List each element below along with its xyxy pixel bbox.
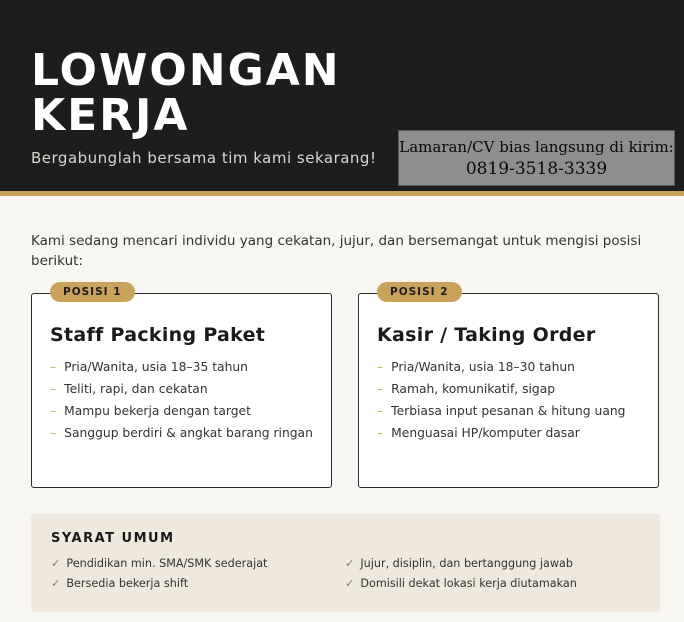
position-title: Staff Packing Paket [50,324,266,346]
dash-bullet: – [50,426,57,440]
list-item [50,378,313,400]
position-card-1 [31,286,332,488]
list-item-text: Menguasai HP/komputer dasar [391,426,580,440]
position-badge: POSISI 2 [377,282,462,302]
list-item [50,400,313,422]
list-item [345,554,577,574]
list-item [377,422,625,444]
list-item-text: Mampu bekerja dengan target [64,404,251,418]
list-item-text: Pria/Wanita, usia 18–35 tahun [64,360,248,374]
page-subtitle: Bergabunglah bersama tim kami sekarang! [31,149,377,167]
check-icon: ✓ [51,577,61,590]
list-item-text: Jujur, disiplin, dan bertanggung jawab [360,557,573,570]
contact-phone[interactable]: 0819-3518-3339 [465,159,608,179]
dash-bullet: – [377,382,384,396]
dash-bullet: – [377,426,384,440]
requirements-column-left [51,554,267,594]
list-item [51,574,267,594]
check-icon: ✓ [345,577,355,590]
dash-bullet: – [50,360,57,374]
intro-text: Kami sedang mencari individu yang cekatan, jujur, dan bersemangat untuk mengisi posisi berikut: [31,233,642,269]
list-item [377,356,625,378]
list-item [51,554,267,574]
dash-bullet: – [377,360,384,374]
title-line-2: KERJA [31,90,190,141]
list-item-text: Domisili dekat lokasi kerja diutamakan [360,577,577,590]
list-item-text: Teliti, rapi, dan cekatan [64,382,208,396]
page-title [31,45,341,141]
list-item-text: Terbiasa input pesanan & hitung uang [391,404,626,418]
requirements-column-right [345,554,577,594]
contact-box [398,130,675,186]
list-item-text: Bersedia bekerja shift [66,577,189,590]
title-line-1: LOWONGAN [31,45,341,96]
list-item [50,422,313,444]
list-item [50,356,313,378]
dash-bullet: – [50,382,57,396]
position-title: Kasir / Taking Order [377,324,596,346]
position-card-2 [358,286,659,488]
position-requirements-list [377,356,625,444]
dash-bullet: – [50,404,57,418]
list-item [377,400,625,422]
list-item-text: Pendidikan min. SMA/SMK sederajat [66,557,268,570]
position-requirements-list [50,356,313,444]
list-item [345,574,577,594]
list-item-text: Sanggup berdiri & angkat barang ringan [64,426,313,440]
contact-instruction: Lamaran/CV bias langsung di kirim: [399,138,674,156]
list-item-text: Pria/Wanita, usia 18–30 tahun [391,360,575,374]
list-item [377,378,625,400]
position-badge: POSISI 1 [50,282,135,302]
requirements-title: SYARAT UMUM [51,531,175,546]
general-requirements [31,514,660,612]
header-accent-stripe [0,191,684,196]
dash-bullet: – [377,404,384,418]
check-icon: ✓ [345,557,355,570]
list-item-text: Ramah, komunikatif, sigap [391,382,556,396]
check-icon: ✓ [51,557,61,570]
